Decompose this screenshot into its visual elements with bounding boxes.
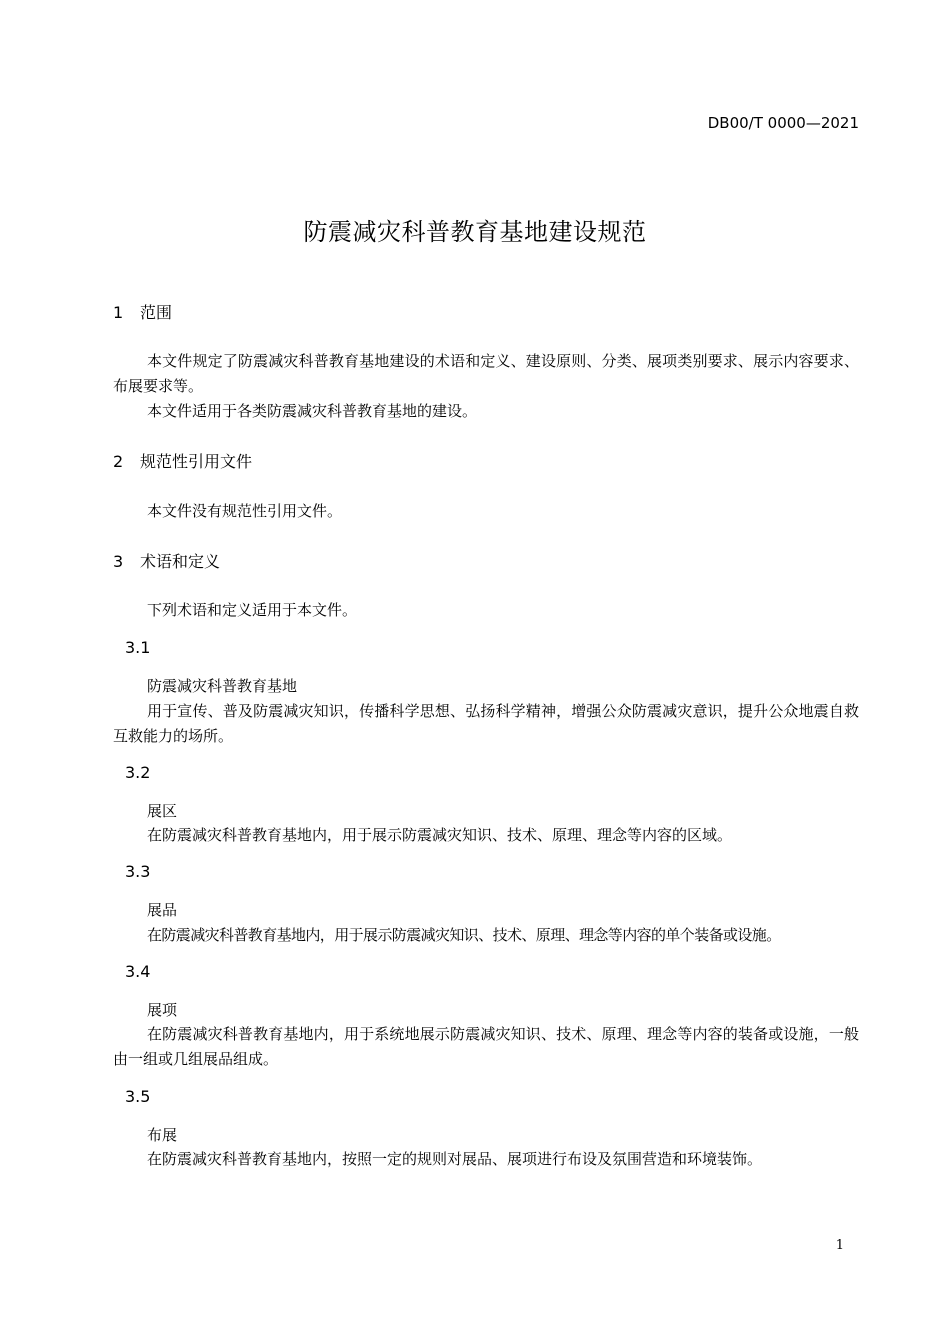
document-code: DB00/T 0000—2021 (707, 114, 859, 132)
section-title: 术语和定义 (140, 552, 221, 571)
term-name: 防震减灾科普教育基地 (147, 677, 298, 695)
section-heading-normative-references (113, 451, 252, 473)
paragraph-normative-references: 本文件没有规范性引用文件。 (147, 502, 343, 520)
term-number: 3.5 (125, 1087, 151, 1106)
term-number: 3.1 (125, 638, 151, 657)
term-name: 展区 (147, 802, 178, 820)
paragraph-scope-1: 本文件规定了防震减灾科普教育基地建设的术语和定义、建设原则、分类、展项类别要求、展示内容要求、布展要求等。 (113, 352, 859, 395)
page-number: 1 (835, 1238, 844, 1253)
term-name: 布展 (147, 1126, 178, 1144)
term-number: 3.2 (125, 763, 151, 782)
term-name: 展项 (147, 1001, 178, 1019)
term-definition: 在防震减灾科普教育基地内，用于系统地展示防震减灾知识、技术、原理、理念等内容的装备或设施，一般由一组或几组展品组成。 (113, 1025, 859, 1068)
term-number: 3.3 (125, 862, 151, 881)
term-number: 3.4 (125, 962, 151, 981)
document-title: 防震减灾科普教育基地建设规范 (303, 218, 647, 246)
section-title: 规范性引用文件 (140, 452, 253, 471)
term-definition: 在防震减灾科普教育基地内，用于展示防震减灾知识、技术、原理、理念等内容的区域。 (147, 826, 733, 844)
section-heading-scope (113, 302, 172, 324)
section-heading-terms (113, 551, 220, 573)
paragraph-scope-2: 本文件适用于各类防震减灾科普教育基地的建设。 (147, 402, 478, 420)
term-definition: 在防震减灾科普教育基地内，按照一定的规则对展品、展项进行布设及氛围营造和环境装饰。 (147, 1150, 763, 1168)
section-number: 1 (113, 303, 124, 322)
section-title: 范围 (140, 303, 173, 322)
term-definition: 用于宣传、普及防震减灾知识，传播科学思想、弘扬科学精神，增强公众防震减灾意识，提升公众地震自救互救能力的场所。 (113, 702, 859, 745)
paragraph-terms-intro: 下列术语和定义适用于本文件。 (147, 601, 358, 619)
section-number: 3 (113, 552, 124, 571)
section-number: 2 (113, 452, 124, 471)
term-definition: 在防震减灾科普教育基地内，用于展示防震减灾知识、技术、原理、理念等内容的单个装备或设施。 (147, 926, 781, 944)
term-name: 展品 (147, 901, 178, 919)
